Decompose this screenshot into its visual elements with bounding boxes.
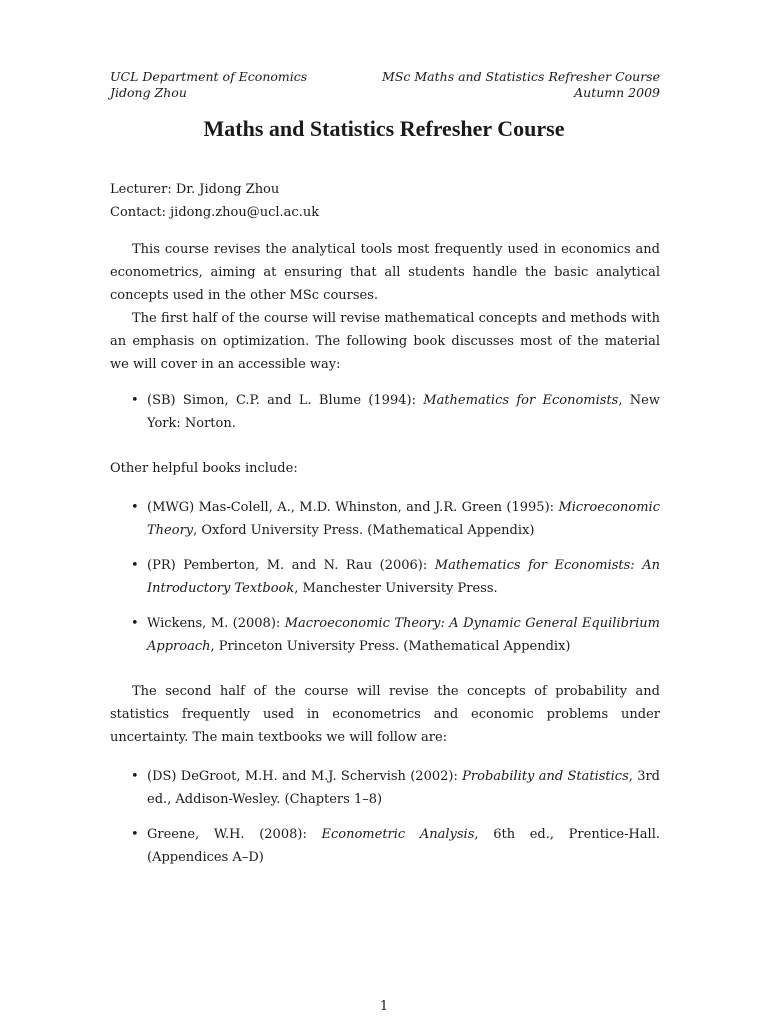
reference-book-title: Probability and Statistics <box>462 769 629 784</box>
reference-publisher: , Princeton University Press. (Mathematical Appendix) <box>210 639 571 654</box>
reference-publisher: , 3rd ed., Addison-Wesley. (Chapters 1–8) <box>147 769 661 807</box>
reference-book-title: Microeconomic Theory <box>147 500 660 538</box>
reference-publisher: , Manchester University Press. <box>294 581 498 596</box>
reference-mas-colell <box>110 496 660 542</box>
lecturer-line: Lecturer: Dr. Jidong Zhou <box>110 182 280 197</box>
reference-publisher: , New York: Norton. <box>147 393 660 431</box>
reference-authors: (SB) Simon, C.P. and L. Blume (1994): <box>147 393 424 408</box>
reference-book-title: Macroeconomic Theory: A Dynamic General Equilibrium Approach <box>147 616 660 654</box>
bullet-icon: • <box>131 827 139 842</box>
reference-greene <box>110 823 660 869</box>
reference-simon-blume <box>110 389 660 435</box>
reference-authors: Wickens, M. (2008): <box>147 616 285 631</box>
contact-block <box>110 178 660 224</box>
header-department: UCL Department of Economics <box>110 69 308 84</box>
bullet-icon: • <box>131 500 139 515</box>
header-term: Autumn 2009 <box>574 85 660 100</box>
document-body <box>110 238 660 869</box>
header-author: Jidong Zhou <box>110 85 187 100</box>
first-half-paragraph: The first half of the course will revise mathematical concepts and methods with an emphasis on optimization. The following book discusses most of the material we will cover in an accessible way: <box>110 311 660 372</box>
reference-book-title: Econometric Analysis <box>321 827 475 842</box>
reference-book-title: Mathematics for Economists <box>423 393 619 408</box>
page-title: Maths and Statistics Refresher Course <box>203 116 565 141</box>
reference-book-title: Mathematics for Economists: An Introductory Textbook <box>147 558 660 596</box>
reference-authors: Greene, W.H. (2008): <box>147 827 322 842</box>
reference-authors: (DS) DeGroot, M.H. and M.J. Schervish (2002): <box>147 769 463 784</box>
main-book-list <box>110 389 660 435</box>
reference-pemberton-rau <box>110 554 660 600</box>
reference-authors: (PR) Pemberton, M. and N. Rau (2006): <box>147 558 435 573</box>
reference-authors: (MWG) Mas-Colell, A., M.D. Whinston, and J.R. Green (1995): <box>147 500 559 515</box>
page-number: 1 <box>379 999 389 1014</box>
intro-paragraph: This course revises the analytical tools most frequently used in economics and econometrics, aiming at ensuring that all students handle the basic analytical concepts used in the other MSc courses. <box>110 242 660 303</box>
bullet-icon: • <box>131 558 139 573</box>
reference-degroot-schervish <box>110 765 660 811</box>
bullet-icon: • <box>131 393 139 408</box>
header-row-1 <box>110 69 660 85</box>
other-books-intro: Other helpful books include: <box>110 461 298 476</box>
bullet-icon: • <box>131 769 139 784</box>
reference-wickens <box>110 612 660 658</box>
bullet-icon: • <box>131 616 139 631</box>
contact-email-line: Contact: jidong.zhou@ucl.ac.uk <box>110 205 320 220</box>
header-row-2 <box>110 85 660 101</box>
running-header <box>110 69 660 101</box>
second-half-paragraph: The second half of the course will revise the concepts of probability and statistics frequently used in econometrics and economic problems under uncertainty. The main textbooks we will follow are: <box>110 684 660 745</box>
reference-publisher: , Oxford University Press. (Mathematical Appendix) <box>193 523 535 538</box>
header-course-name: MSc Maths and Statistics Refresher Course <box>382 69 660 84</box>
stats-books-list <box>110 765 660 869</box>
other-books-list <box>110 496 660 658</box>
reference-publisher: , 6th ed., Prentice-Hall. (Appendices A–D) <box>147 827 660 865</box>
